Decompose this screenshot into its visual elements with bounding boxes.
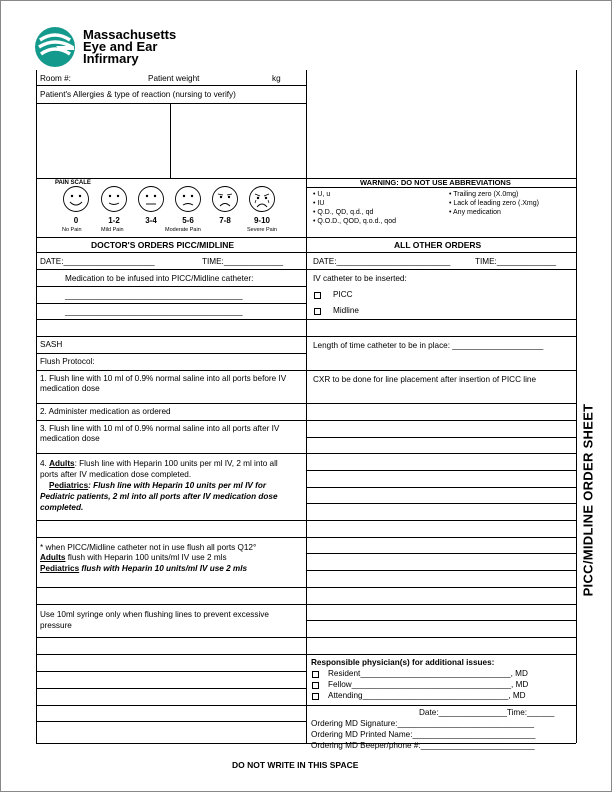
row-line <box>36 336 576 337</box>
top-divider <box>306 70 307 178</box>
row-line <box>36 637 576 638</box>
room-label: Room #: <box>40 74 71 83</box>
row-line <box>36 604 576 605</box>
note-pediatrics <box>40 564 247 574</box>
row-line <box>306 620 576 621</box>
right-border <box>576 70 577 743</box>
picc-checkbox[interactable] <box>314 292 321 299</box>
step4-pediatrics-label: Pediatrics <box>49 481 89 490</box>
warning-title: WARNING: DO NOT USE ABBREVIATIONS <box>360 178 511 187</box>
row-line <box>36 654 576 655</box>
row-line <box>36 587 576 588</box>
step4-prefix: 4. <box>40 459 47 468</box>
note-pediatrics-label: Pediatrics <box>40 564 80 573</box>
midline-label: Midline <box>333 306 359 315</box>
responsible-physicians: Responsible physician(s) for additional issues: <box>311 658 495 667</box>
warning-left-3: • Q.O.D., QOD, q.o.d., qod <box>313 218 396 225</box>
row-line <box>36 688 306 689</box>
face-7-8-icon <box>211 185 239 213</box>
flush-step-3: 3. Flush line with 10 ml of 0.9% normal saline into all ports after IV medication dose <box>40 424 280 443</box>
face-label-moderate: Moderate Pain <box>165 227 201 233</box>
md-date-time: Date:_______________Time:______ <box>419 708 555 717</box>
length-of-time: Length of time catheter to be in place: ____________________ <box>313 341 544 350</box>
face-value-9-10: 9-10 <box>253 216 270 225</box>
face-value-7-8: 7-8 <box>219 216 231 225</box>
face-label-no-pain: No Pain <box>62 227 82 233</box>
note-line-1: * when PICC/Midline catheter not in use flush all ports Q12° <box>40 543 257 552</box>
flush-step-1: 1. Flush line with 10 ml of 0.9% normal saline into all ports before IV medication dose <box>40 374 287 393</box>
row-line <box>36 353 306 354</box>
right-col-header: ALL OTHER ORDERS <box>394 240 482 250</box>
right-date: DATE:_________________________ <box>313 257 451 266</box>
row-line <box>36 537 576 538</box>
face-1-2-icon <box>100 185 128 213</box>
row-line <box>36 671 306 672</box>
side-title: PICC/MIDLINE ORDER SHEET <box>580 403 596 597</box>
left-time: TIME:_____________ <box>202 257 284 266</box>
md-signature: Ordering MD Signature:______________________________ <box>311 719 535 728</box>
face-value-5-6: 5-6 <box>182 216 194 225</box>
left-border <box>36 70 37 743</box>
row-line <box>36 252 576 253</box>
row-line <box>36 319 576 320</box>
face-3-4-icon <box>137 185 165 213</box>
note-adults-text: flush with Heparin 100 units/ml IV use 2 mls <box>65 553 227 562</box>
flush-step-4 <box>40 458 298 513</box>
footer-note: DO NOT WRITE IN THIS SPACE <box>232 760 359 770</box>
top-line <box>36 85 306 86</box>
medication-blank-1: _______________________________________ <box>65 291 243 300</box>
face-value-3-4: 3-4 <box>145 216 157 225</box>
org-name-line1: Massachusetts <box>83 27 177 42</box>
warning-left-1: • IU <box>313 200 325 207</box>
attending-checkbox[interactable] <box>312 693 319 700</box>
sash-label: SASH <box>40 340 63 349</box>
face-0-icon <box>62 185 90 213</box>
picc-label: PICC <box>333 290 353 299</box>
weight-unit: kg <box>272 74 281 83</box>
left-date: DATE:____________________ <box>40 257 155 266</box>
warning-right-1: • Lack of leading zero (.Xmg) <box>449 200 539 207</box>
weight-label: Patient weight <box>148 74 200 83</box>
allergy-line <box>36 103 306 104</box>
pain-scale-title: PAIN SCALE <box>55 180 91 186</box>
medication-blank-2: _______________________________________ <box>65 307 243 316</box>
face-label-mild: Mild Pain <box>101 227 124 233</box>
allergy-divider <box>170 103 171 178</box>
syringe-note: Use 10ml syringe only when flushing lines to prevent excessive pressure <box>40 610 269 630</box>
row-line <box>36 370 576 371</box>
row-line <box>306 470 576 471</box>
face-value-1-2: 1-2 <box>108 216 120 225</box>
row-line <box>36 705 576 706</box>
md-printed-name: Ordering MD Printed Name:___________________________ <box>311 730 536 739</box>
allergies-label: Patient's Allergies & type of reaction (nursing to verify) <box>40 90 236 99</box>
left-col-header: DOCTOR'S ORDERS PICC/MIDLINE <box>91 240 235 250</box>
flush-step-2: 2. Administer medication as ordered <box>40 407 171 416</box>
fellow-checkbox[interactable] <box>312 682 319 689</box>
resident-checkbox[interactable] <box>312 671 319 678</box>
section-top-line <box>36 237 576 238</box>
row-line <box>36 520 576 521</box>
row-line <box>36 403 576 404</box>
step4-adults-text: : Flush line with Heparin 100 units per ml IV, 2 ml into all ports after IV medication dose completed. <box>40 459 278 479</box>
warning-left-0: • U, u <box>313 191 331 198</box>
cxr-note: CXR to be done for line placement after insertion of PICC line <box>313 375 536 384</box>
row-line <box>36 269 576 270</box>
step4-pediatrics-text: : Flush line with Heparin 10 units per ml IV for Pediatric patients, 2 ml into all ports after IV medication dose completed. <box>40 481 278 512</box>
face-label-severe: Severe Pain <box>247 227 277 233</box>
warning-right-0: • Trailing zero (X.0mg) <box>449 191 519 198</box>
flush-protocol-label: Flush Protocol: <box>40 357 95 366</box>
mid-divider <box>306 178 307 743</box>
row-line <box>306 553 576 554</box>
md-beeper: Ordering MD Beeper/phone #:_________________________ <box>311 741 535 750</box>
resident-line: Resident_________________________________, MD <box>328 669 528 678</box>
org-name-line2: Eye and Ear <box>83 39 158 54</box>
midline-checkbox[interactable] <box>314 308 321 315</box>
row-line <box>36 286 306 287</box>
row-line <box>306 487 576 488</box>
warning-left-2: • Q.D., QD, q.d., qd <box>313 209 374 216</box>
medication-label: Medication to be infused into PICC/Midline catheter: <box>65 274 254 283</box>
note-pediatrics-text: flush with Heparin 10 units/ml IV use 2 mls <box>79 564 248 573</box>
note-adults <box>40 553 227 563</box>
attending-line: Attending________________________________, MD <box>328 691 526 700</box>
row-line <box>36 420 576 421</box>
row-line <box>306 503 576 504</box>
face-value-0: 0 <box>73 216 79 225</box>
fellow-line: Fellow___________________________________, MD <box>328 680 529 689</box>
row-line <box>36 721 306 722</box>
face-5-6-icon <box>174 185 202 213</box>
face-9-10-icon <box>248 185 276 213</box>
note-adults-label: Adults <box>40 553 66 562</box>
warning-right-2: • Any medication <box>449 209 501 216</box>
iv-catheter-label: IV catheter to be inserted: <box>313 274 407 283</box>
right-time: TIME:_____________ <box>475 257 557 266</box>
step4-adults-label: Adults <box>49 459 75 468</box>
row-line <box>306 437 576 438</box>
row-line <box>306 570 576 571</box>
org-name-line3: Infirmary <box>83 51 139 66</box>
mee-logo-icon <box>34 26 78 68</box>
row-line <box>36 453 576 454</box>
row-line <box>36 303 306 304</box>
